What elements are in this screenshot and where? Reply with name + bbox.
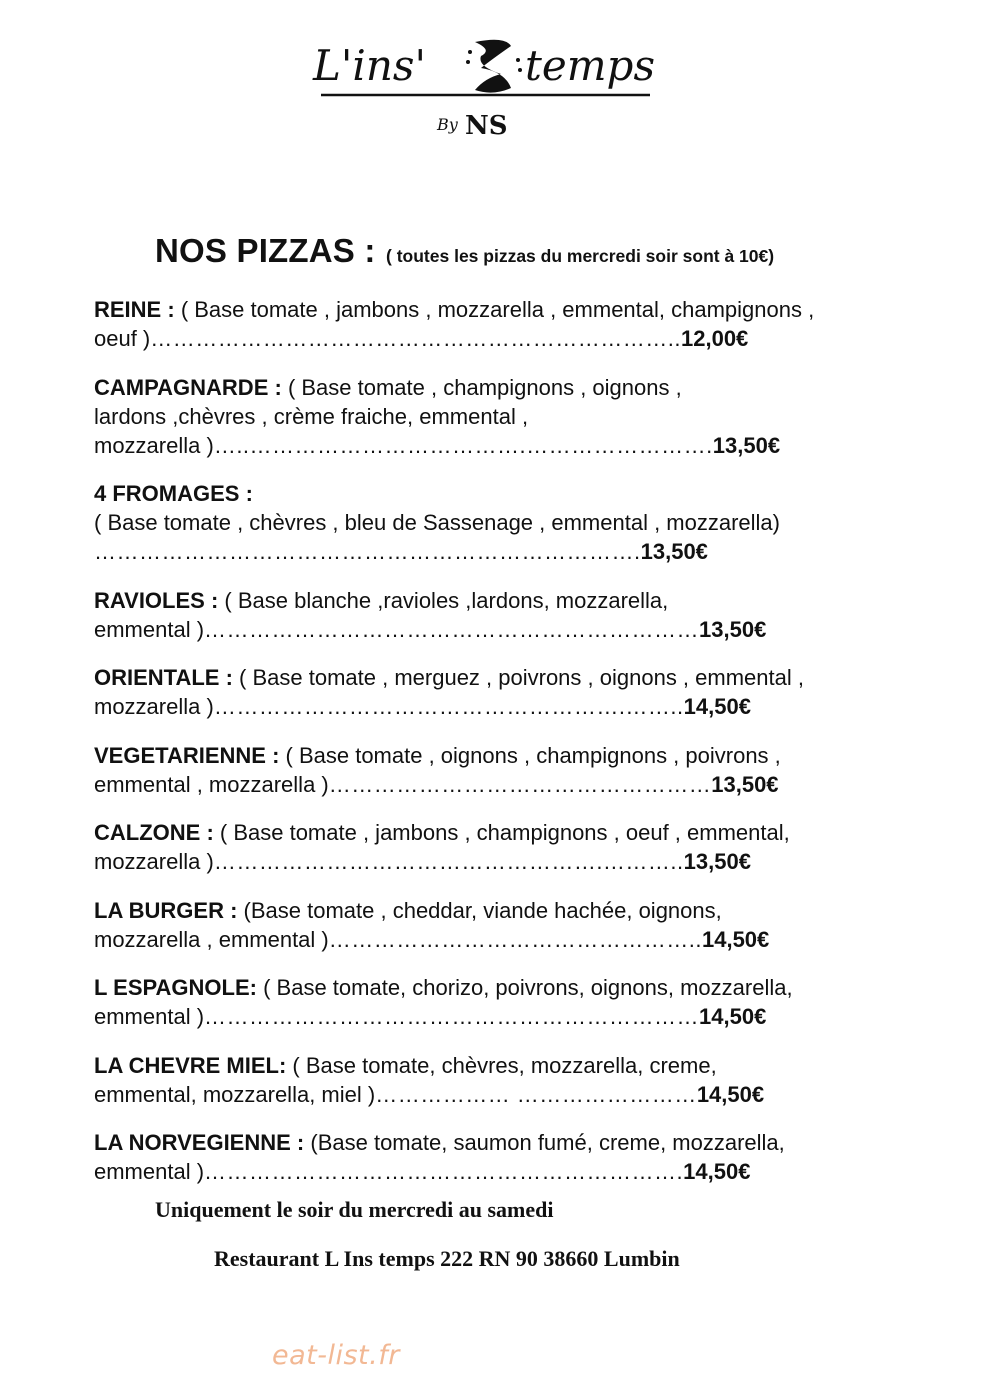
pizza-line — [94, 402, 914, 431]
pizza-price: 13,50€ — [711, 771, 779, 797]
pizza-item — [94, 373, 914, 460]
pizza-item — [94, 586, 914, 644]
pizza-line — [94, 1157, 914, 1186]
pizza-name: LA CHEVRE MIEL: — [94, 1052, 287, 1078]
pizza-price: 14,50€ — [683, 1159, 751, 1184]
pizza-line — [94, 818, 914, 847]
dot-leader: ………………………………………………………………. — [94, 539, 641, 564]
pizza-item — [94, 973, 914, 1031]
pizza-ingredients: ( Base tomate , jambons , mozzarella , emmental, champignons , — [180, 297, 815, 322]
dot-leader: ………………………………………………………… — [204, 1004, 700, 1029]
pizza-name: CALZONE : — [94, 820, 214, 845]
pizza-line — [94, 537, 914, 566]
dot-leader: …………………………………………… — [328, 771, 712, 797]
hourglass-icon — [466, 40, 522, 93]
pizza-line — [94, 324, 914, 353]
pizza-line — [94, 373, 914, 402]
pizza-name: LA NORVEGIENNE : — [94, 1130, 305, 1155]
pizza-price: 13,50€ — [699, 616, 767, 642]
pizza-ingredients: mozzarella ) — [94, 849, 214, 874]
dot-leader: …..……………………………….……………………. — [213, 432, 713, 458]
pizza-price: 13,50€ — [712, 432, 781, 458]
logo-right-text: temps — [524, 41, 655, 90]
dot-leader: …………………………………………………………….. — [150, 326, 681, 351]
pizza-name: REINE : — [94, 297, 175, 322]
pizza-item — [94, 896, 914, 954]
dot-leader: ……………… …………………… — [375, 1081, 697, 1107]
pizza-ingredients: mozzarella , emmental ) — [94, 926, 329, 952]
pizza-line — [94, 1128, 914, 1157]
pizza-price: 14,50€ — [683, 694, 751, 719]
pizza-item — [94, 479, 914, 566]
pizza-name: RAVIOLES : — [94, 587, 219, 613]
pizza-ingredients: mozzarella ) — [94, 694, 214, 719]
pizza-item — [94, 818, 914, 876]
logo-graphic — [305, 22, 685, 152]
dot-leader: ………………………………………………………… — [204, 616, 700, 642]
pizza-price: 13,50€ — [683, 849, 751, 874]
pizza-item — [94, 1128, 914, 1186]
pizza-line — [94, 508, 914, 537]
pizza-ingredients: oeuf ) — [94, 326, 151, 351]
pizza-line — [94, 925, 914, 954]
pizza-ingredients: emmental ) — [94, 1159, 205, 1184]
watermark: eat-list.fr — [272, 1340, 400, 1371]
logo-by-text: By — [436, 115, 458, 134]
pizza-line — [94, 615, 914, 644]
opening-hours: Uniquement le soir du mercredi au samedi — [155, 1197, 554, 1222]
pizza-ingredients: ( Base tomate , merguez , poivrons , oignons , emmental , — [239, 665, 804, 690]
pizza-ingredients: mozzarella ) — [94, 432, 214, 458]
pizza-ingredients: emmental ) — [94, 1004, 205, 1029]
menu-heading — [155, 232, 774, 270]
pizza-price: 14,50€ — [696, 1081, 765, 1107]
pizza-line — [94, 770, 914, 799]
pizza-ingredients: emmental , mozzarella ) — [94, 771, 329, 797]
pizza-ingredients: ( Base tomate , champignons , oignons , — [287, 374, 682, 400]
pizza-item — [94, 295, 914, 353]
pizza-line — [94, 1051, 914, 1080]
pizza-name: 4 FROMAGES : — [94, 481, 253, 506]
logo-monogram: NS — [464, 111, 508, 141]
pizza-ingredients: ( Base tomate , oignons , champignons , poivrons , — [285, 742, 781, 768]
pizza-name: ORIENTALE : — [94, 665, 233, 690]
dot-leader: ………………………………………….. — [328, 926, 702, 952]
pizza-name: CAMPAGNARDE : — [94, 374, 282, 400]
pizza-ingredients: emmental ) — [94, 616, 205, 642]
pizza-line — [94, 896, 914, 925]
pizza-price: 14,50€ — [701, 926, 770, 952]
pizza-ingredients: emmental, mozzarella, miel ) — [94, 1081, 376, 1107]
heading-title: NOS PIZZAS : — [155, 232, 376, 269]
pizza-ingredients: lardons ,chèvres , crème fraiche, emmental , — [94, 403, 529, 429]
pizza-line — [94, 973, 914, 1002]
pizza-line — [94, 741, 914, 770]
pizza-price: 12,00€ — [681, 326, 749, 351]
pizza-ingredients: ( Base tomate, chèvres, mozzarella, creme, — [292, 1052, 717, 1078]
pizza-line — [94, 295, 914, 324]
pizza-item — [94, 741, 914, 799]
pizza-line — [94, 431, 914, 460]
pizza-ingredients: (Base tomate, saumon fumé, creme, mozzarella, — [310, 1130, 785, 1155]
restaurant-address: Restaurant L Ins temps 222 RN 90 38660 Lumbin — [214, 1246, 680, 1271]
pizza-list — [94, 295, 914, 1206]
pizza-line — [94, 586, 914, 615]
pizza-item — [94, 663, 914, 721]
pizza-price: 14,50€ — [699, 1004, 767, 1029]
pizza-ingredients: ( Base tomate , chèvres , bleu de Sassenage , emmental , mozzarella) — [94, 510, 780, 535]
pizza-line — [94, 847, 914, 876]
dot-leader: ………………………………………………………. — [204, 1159, 684, 1184]
pizza-ingredients: ( Base tomate , jambons , champignons , oeuf , emmental, — [219, 820, 790, 845]
pizza-line — [94, 1080, 914, 1109]
pizza-ingredients: ( Base blanche ,ravioles ,lardons, mozzarella, — [224, 587, 669, 613]
pizza-item — [94, 1051, 914, 1109]
pizza-line — [94, 1002, 914, 1031]
pizza-line — [94, 663, 914, 692]
pizza-name: L ESPAGNOLE: — [94, 975, 257, 1000]
pizza-name: VEGETARIENNE : — [94, 742, 280, 768]
dot-leader: …………………………………………….……….. — [213, 849, 684, 874]
pizza-line — [94, 479, 914, 508]
dot-leader: ……………………………………………….…….. — [213, 694, 684, 719]
restaurant-logo — [0, 22, 989, 152]
heading-subtitle: ( toutes les pizzas du mercredi soir sont à 10€) — [386, 246, 775, 266]
pizza-name: LA BURGER : — [94, 897, 238, 923]
pizza-line — [94, 692, 914, 721]
pizza-ingredients: (Base tomate , cheddar, viande hachée, oignons, — [243, 897, 722, 923]
logo-left-text: L'ins' — [312, 41, 426, 90]
pizza-ingredients: ( Base tomate, chorizo, poivrons, oignons, mozzarella, — [263, 975, 793, 1000]
pizza-price: 13,50€ — [640, 539, 708, 564]
